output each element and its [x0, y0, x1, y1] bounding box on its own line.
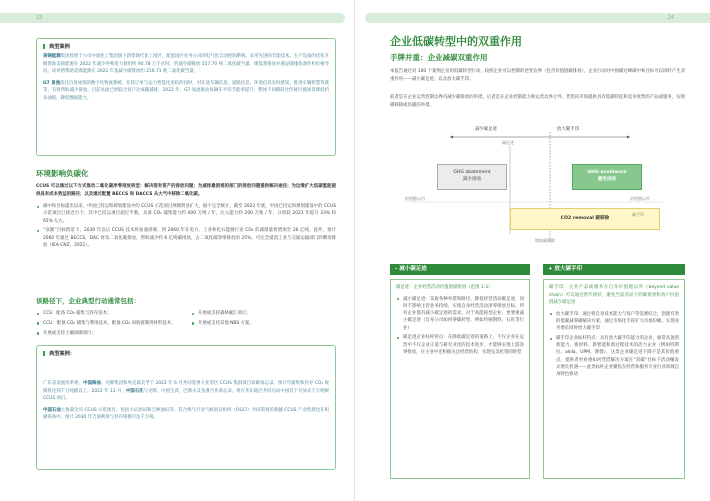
page-header-bar	[365, 13, 710, 23]
bullet-item: 碳足迹企业标杆特点：在降低碳足迹的道路上，不仅企业在运营中不仅企业正道与研究业化的技术进步，才能够实现上游净零排放，在主业中还积极关注经营结构，实现完美化资的转型	[396, 334, 524, 356]
abatement-box	[437, 164, 507, 190]
diagram-label-handprint: 碳手印	[632, 212, 644, 217]
bullet-item: 碳中和目标提出以来，中国已投运和规划建设中的 CCUS 示范项目规模明显扩大，据不完全统计，截至 2022 年底，中国已投运和规划建设中的 CCUS 示范项目已接近百个，其中已投运项目超过半数，具备 CO₂ 捕集能力约 400 万吨 / 年，注入能力约 200 万吨 / 年，分别较 2021 年提升 33% 和 65% 左右。	[36, 203, 336, 225]
case-text: 依托自身成熟的数字化物流系统，在将订单与运力智能化连结的同时，对在途车辆信息、道路信息、环境信息实时感知，推进车辆智慧驾驶等，有效帮助减少排放。目前易流已经联合客户达成碳减排，2022 年，G7 易流推动每辆车平均节能率提升，整体不同路段比传统行驶场景降低约多油耗，降低数据能力。	[43, 80, 329, 101]
column-intro: 碳手印：企业产品或服务在自身价值链以外（beyond value chain）可以通过替代现状，避免当前活动下的碳排放和客户价值链减少碳足迹	[549, 285, 679, 305]
page-number: 23	[36, 15, 43, 21]
company-name: 中国石油	[43, 407, 61, 413]
page-header-bar	[0, 13, 345, 23]
case-paragraph-1	[43, 53, 329, 76]
diagram-label-inside: 价值链以内	[405, 196, 425, 201]
diagram-label-reduce: 减少碳足迹	[475, 127, 497, 132]
case-paragraph-2	[43, 407, 329, 422]
actions-list	[36, 310, 336, 339]
action-item: 开展或支持其他 NBS 方案。	[191, 320, 336, 327]
enlarge-handprint-column	[543, 279, 685, 479]
removal-text: CO2 removal 碳移除	[560, 216, 610, 221]
page-number: 24	[667, 15, 674, 21]
diagram-label-footprint: 碳足迹	[502, 140, 514, 145]
right-page	[355, 0, 710, 501]
footprint-handprint-diagram	[400, 124, 670, 250]
company-name: 美锦能源	[43, 54, 61, 59]
company-name: 中国石化	[125, 388, 144, 394]
section-bullets	[36, 203, 336, 249]
column-bullets	[549, 311, 679, 379]
case-box-title: 典型案例	[43, 43, 329, 50]
action-item: 开展或支持土壤固碳项目；	[36, 330, 181, 337]
case-text: 广东省发展改革委、	[43, 381, 84, 386]
abatement-zh: 减少排放	[462, 176, 482, 182]
case-box-2	[36, 345, 336, 470]
page-title: 企业低碳转型中的双重作用	[390, 35, 522, 48]
section-heading: 环境影响负碳化	[36, 169, 89, 178]
case-box-1	[36, 38, 336, 156]
column-subtitle: 碳足迹：企业经营活动价值链碳排放（范围 1-3）	[396, 285, 493, 290]
section-lead: CCUS 可以通过以下方式推动二氧化碳净零排放转型：解决现有资产的排放问题；为减排最困难的部门的排放问题提供解决途径；为边缘扩大低碳氢能提供具有成本效益的路径；以及通过配置 BECCS 和 DACCS 从大气中移除二氧化碳。	[36, 184, 336, 197]
case-text: 集团投资于公司中国化工集团旗下新型现代化工园区，配套园区业务公司的电气化自动控制系统。采用先进的节能技术。生产设备的优化升级帮助美锦能源在 2022 年减少外购电力使用约 90.78 万千瓦时，约减少碳排放 517.70 吨二氧化碳当量。缓低蒸排放并满足碳排放条件和价格导向。该举措帮助美锦能源在 2022 年基减少碳排放约 216.71 吨二氧化碳当量。	[43, 54, 329, 74]
diagram-label-footer: 增加碳移除	[535, 238, 555, 243]
abatement-en: GHG abatement	[453, 170, 491, 175]
company-name: 中国海油	[83, 381, 101, 386]
case-text: 主推部全员 CCUS 示范项目，包括大庆油田和吉林油田等。其合规气行业气候倡议组织（OGCI）共同策划的新疆 CCUS 产业集群也在积极筹备中。预计 2030 年吉油利用与封存规模可达千万吨。	[43, 407, 329, 420]
bullet-item: 碳手印企业标杆特点：具有放大碳手印能力的企业，通常具备创新能力、新材料、新智能和新过程技术的活力企业（例如特斯拉、akila、UPM、傅都），这类企业碳足迹下降不是其价值重点，提供者更看重如何凭借解决方案在“双碳”目标下活动赚发式增长机遇——此类标杆企业聚焦在经营和服务专业行业领域自身特色驱动	[549, 335, 679, 379]
action-item: CCS：配备 CO₂ 捕集与封存技术；	[36, 310, 181, 317]
bullet-item: 放大碳手印：通过将自身技术能力与客户等需要结合，创建有效的低碳减零碳解决方案，通过市场化手段扩大市场份额。实现业务增长同时放大碳手印	[549, 311, 679, 333]
section-actions	[36, 296, 336, 339]
case-paragraph-2	[43, 80, 329, 103]
company-name: G7 易流	[43, 80, 61, 86]
case-text: 、壳牌集团和埃克森美孚于 2022 年 6 月共同签署大亚湾区 CCUS 集群项目谅解备忘录。预计年捕集和封存 CO₂ 规模将达到千万吨级以上。2022 年 11 月，	[43, 381, 329, 394]
enlarge-handprint-header: + 放大碳手印	[543, 264, 685, 275]
case-paragraph-1	[43, 380, 329, 403]
page-subtitle: 手牌并重：企业减碳双重作用	[390, 53, 488, 62]
avoidance-zh: 避免排放	[597, 176, 617, 182]
case-text: 与壳牌、中国宝武、巴斯夫及签署合作备忘录，将在华东地区共同启动中国首个开放式千万吨级 CCUS 项目。	[43, 388, 329, 401]
reduce-footprint-header: - 减小碳足迹	[390, 264, 530, 275]
bullet-item: “双碳”目标情景下，2030 年以后 CCUS 技术将加速部署。到 2060 年在电力、工业和化石能源行业 CO₂ 的减排量将增加至 26 亿吨。此外，预计 2060 年通过 BECCS、DAC 将负二氧化碳排放，帮助减少约 6 亿吨碳排放，占二氧化碳净零排放的 25%，可完全抵消工业与交通运输部门的剩余排放（IEA-CNZ，2021）。	[36, 227, 336, 249]
section-environment	[36, 168, 336, 252]
actions-heading: 该路径下，企业典型行动通常包括：	[36, 297, 140, 305]
intro-paragraph-1: 本报告通过对 100 个案例企业的低碳转型行动，按照企业可以控制的逆变边界（包含价值链碳排放），企业行动对中国碳达峰碳中和目标可以同时产生双重作用——减小碳足迹，以及放大碳手印。	[390, 69, 685, 82]
avoidance-box	[572, 164, 642, 190]
intro-paragraph-2: 前者是在企业运营控制边界内减少碳排放的举措，后者是在企业控制能力和运营边界之外，凭借向市场提供具有低碳特征和竞争优势的产品或服务，实现碳移除或负碳的举措。	[390, 95, 685, 108]
case-box-title: 典型案例：	[43, 350, 329, 357]
diagram-label-enlarge: 放大碳手印	[557, 127, 579, 132]
column-bullets	[396, 296, 524, 357]
avoidance-en: GHG avoidance	[587, 170, 627, 175]
reduce-footprint-column	[390, 279, 530, 479]
action-item: 开展或支持森林碳汇项目；	[191, 310, 336, 317]
bullet-item: 减小碳足迹：采取各种举措和路径，降低经营活动碳足迹，同时不影响主营业务持续，实现自身经营活动净零排放目标。所有企业都有减小碳足迹的需求，对于高能耗型企业，更要重减小碳足迹（自身公司如何零碳转型，例如传统钢铁、石化等行业）	[396, 296, 524, 332]
diagram-label-outside: 价值链以外	[630, 196, 650, 201]
action-item: CCU：配备 CO₂ 捕集与利用技术，配备 CO₂ 回收链制用材料技术；	[36, 320, 181, 327]
